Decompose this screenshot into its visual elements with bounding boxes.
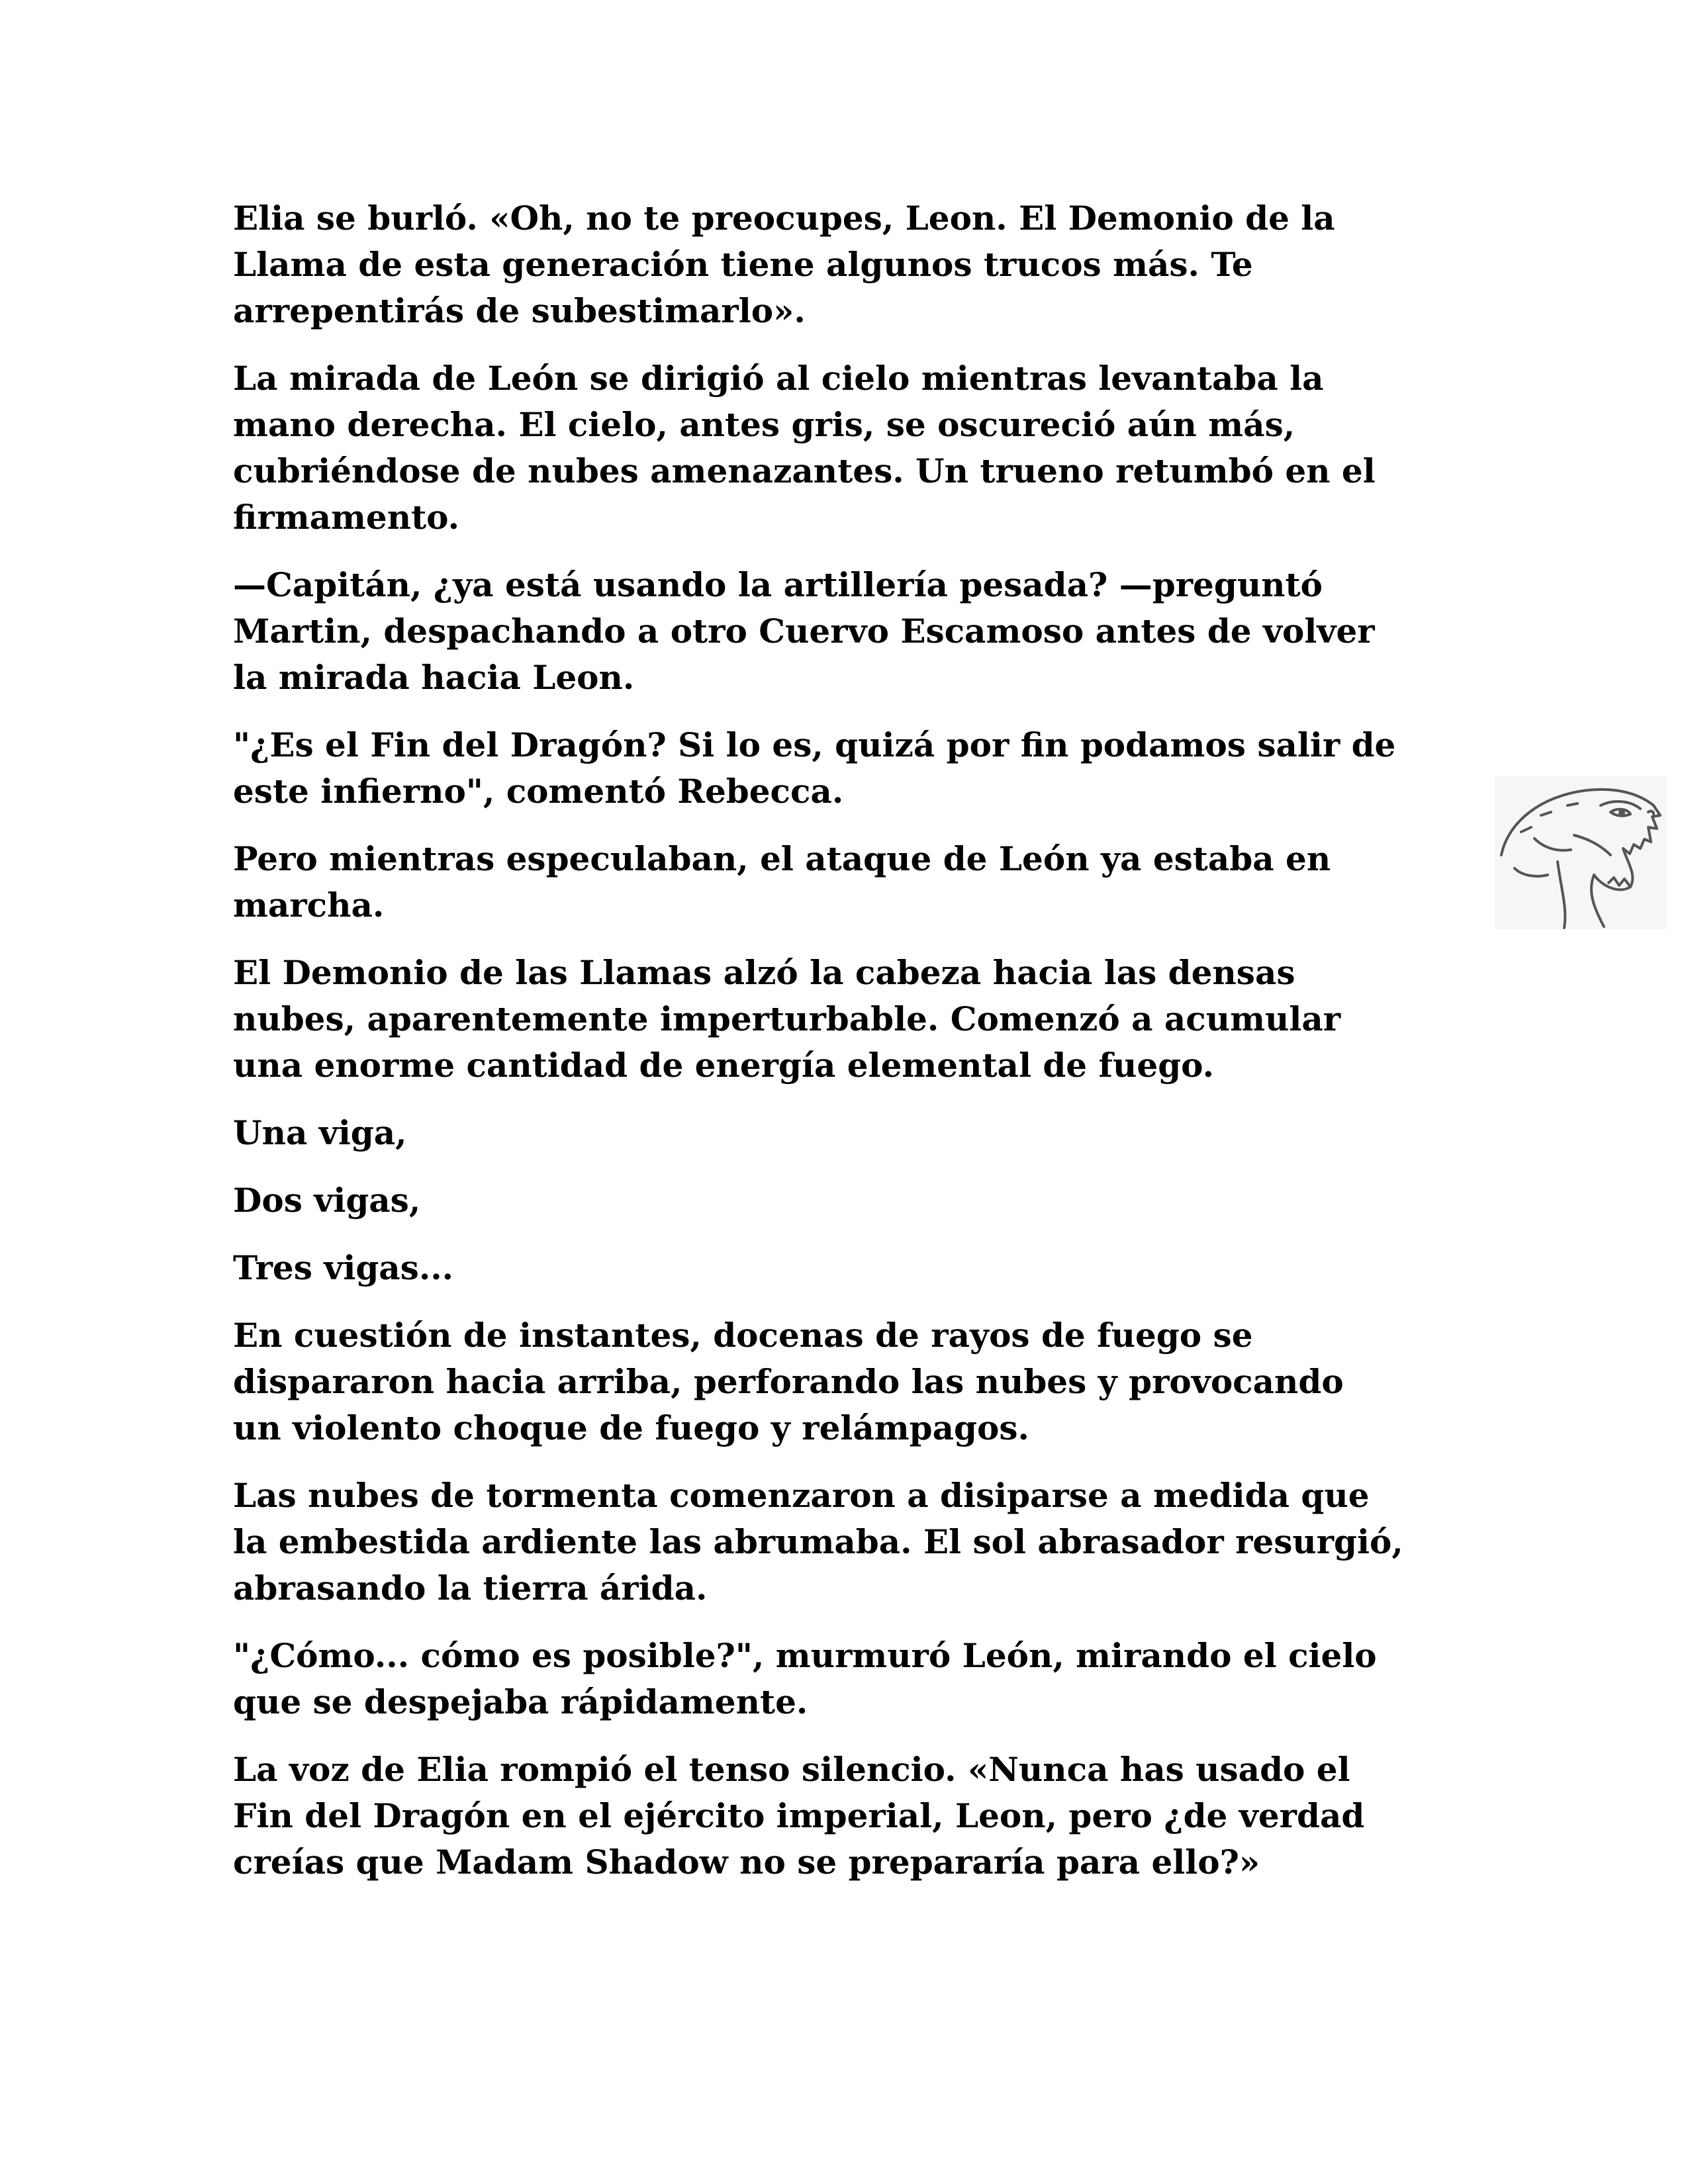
paragraph: Dos vigas, [233,1181,421,1220]
paragraph: El Demonio de las Llamas alzó la cabeza hacia las densas nubes, aparentemente imperturbable. Comenzó a acumular una enorme cantidad de energía elemental de fuego. [233,953,1341,1085]
paragraph: Tres vigas... [233,1248,454,1287]
paragraph: Una viga, [233,1113,407,1152]
paragraph: Elia se burló. «Oh, no te preocupes, Leon. El Demonio de la Llama de esta generación tiene algunos trucos más. Te arrepentirás de subestimarlo». [233,199,1335,330]
paragraph: En cuestión de instantes, docenas de rayos de fuego se dispararon hacia arriba, perforando las nubes y provocando un violento choque de fuego y relámpagos. [233,1316,1344,1447]
paragraph: La mirada de León se dirigió al cielo mientras levantaba la mano derecha. El cielo, antes gris, se oscureció aún más, cubriéndose de nubes amenazantes. Un trueno retumbó en el firmamento. [233,359,1376,537]
dinosaur-head-sketch-icon [1495,776,1667,929]
paragraph: —Capitán, ¿ya está usando la artillería pesada? —preguntó Martin, despachando a otro Cuervo Escamoso antes de volver la mirada hacia Leon. [233,565,1375,697]
paragraph: La voz de Elia rompió el tenso silencio. «Nunca has usado el Fin del Dragón en el ejército imperial, Leon, pero ¿de verdad creías que Madam Shadow no se prepararía para ello?» [233,1750,1365,1882]
paragraph: "¿Cómo... cómo es posible?", murmuró León, mirando el cielo que se despejaba rápidamente. [233,1636,1377,1721]
paragraph: Las nubes de tormenta comenzaron a disiparse a medida que la embestida ardiente las abrumaba. El sol abrasador resurgió, abrasando la tierra árida. [233,1476,1403,1608]
document-body [233,195,1458,1907]
paragraph: "¿Es el Fin del Dragón? Si lo es, quizá por fin podamos salir de este infierno", comentó Rebecca. [233,725,1396,811]
paragraph: Pero mientras especulaban, el ataque de León ya estaba en marcha. [233,839,1331,925]
